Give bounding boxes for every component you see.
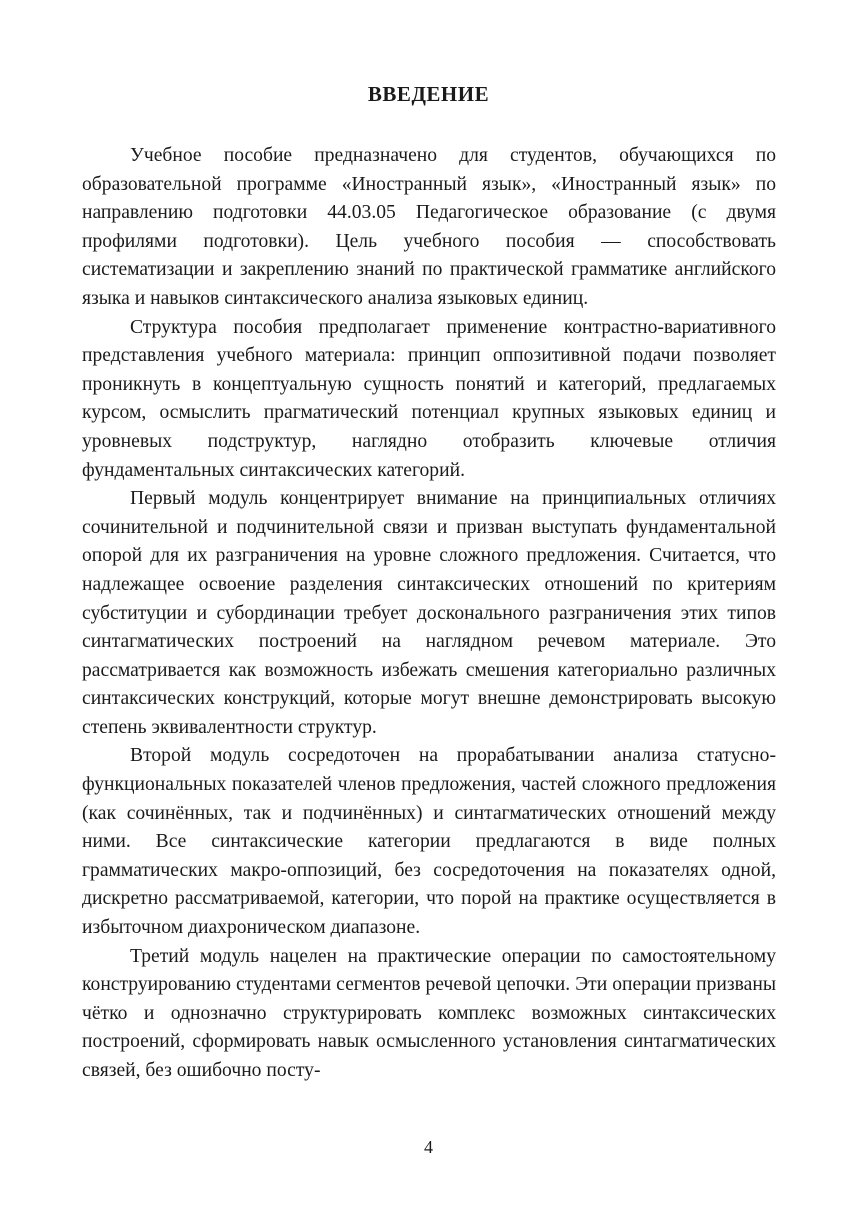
paragraph-module-two: Второй модуль сосредоточен на прорабатывании анализа статусно-функциональных показателей членов предложения, частей сложного предложения (как сочинённых, так и подчинённых) и синтагматических отношений между ними. Все синтаксические категории предлагаются в виде полных грамматических макро-оппозиций, без сосредоточения на показателях одной, дискретно рассматриваемой, категории, что порой на практике осуществляется в избыточном диахроническом диапазоне. [82, 745, 776, 939]
chapter-title: ВВЕДЕНИЕ [367, 82, 490, 106]
paragraph-structure: Структура пособия предполагает применение контрастно-вариативного представления учебного материала: принцип оппозитивной подачи позволяет проникнуть в концептуальную сущность понятий и категорий, предлагаемых курсом, осмыслить прагматический потенциал крупных языковых единиц и уровневых подструктур, наглядно отобразить ключевые отличия фундаментальных синтаксических категорий. [82, 316, 776, 481]
paragraph-purpose: Учебное пособие предназначено для студентов, обучающихся по образовательной программе «Иностранный язык», «Иностранный язык» по направлению подготовки 44.03.05 Педагогическое образование (с двумя профилями подготовки). Цель учебного пособия — способствовать систематизации и закреплению знаний по практической грамматике английского языка и навыков синтаксического анализа языковых единиц. [82, 145, 776, 309]
body-text [82, 142, 776, 1086]
page-number: 4 [424, 1137, 433, 1157]
paragraph-module-three: Третий модуль нацелен на практические операции по самостоятельному конструированию студентами сегментов речевой цепочки. Эти операции призваны чётко и однозначно структурировать комплекс возможных синтаксических построений, сформировать навык осмысленного установления синтагматических связей, без ошибочно посту- [82, 945, 776, 1081]
paragraph-module-one: Первый модуль концентрирует внимание на принципиальных отличиях сочинительной и подчинительной связи и призван выступать фундаментальной опорой для их разграничения на уровне сложного предложения. Считается, что надлежащее освоение разделения синтаксических отношений по критериям субституции и субординации требует досконального разграничения этих типов синтагматических построений на наглядном речевом материале. Это рассматривается как возможность избежать смешения категориально различных синтаксических конструкций, которые могут внешне демонстрировать высокую степень эквивалентности структур. [82, 488, 776, 738]
